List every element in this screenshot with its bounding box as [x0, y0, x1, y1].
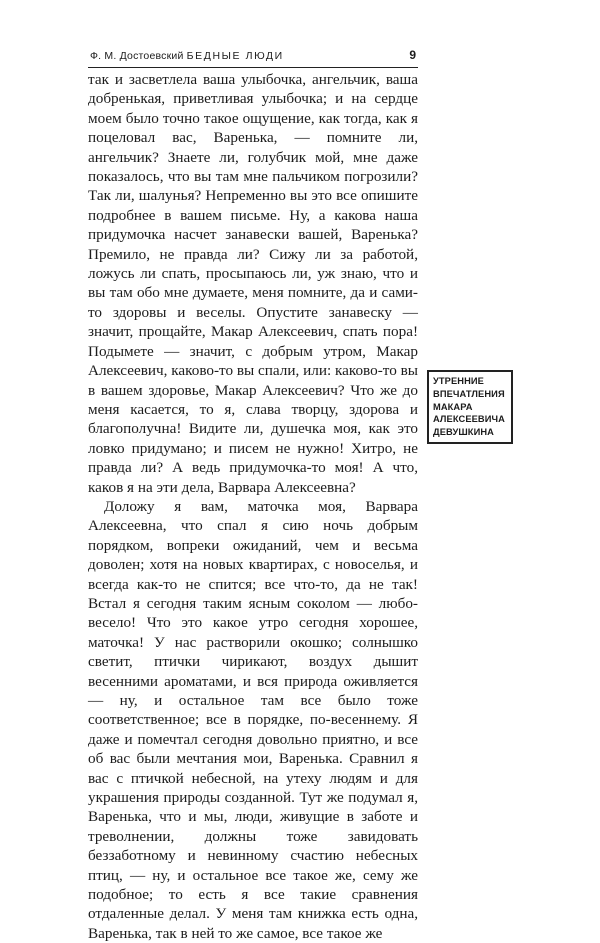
margin-note-line: АЛЕКСЕЕВИЧА — [433, 414, 505, 425]
paragraph: Доложу я вам, маточка моя, Варвара Алексеевна, что спал я сию ночь добрым порядком, вопреки ожиданий, чем и весьма доволен; хотя на новых квартирах, с новоселья, и всегда как-то не спится; все что-то, да не так! Встал я сегодня таким ясным соколом — любо-весело! Что это какое утро сегодня хорошее, маточка! У нас растворили окошко; солнышко светит, птички чирикают, воздух дышит весенними ароматами, и вся природа оживляется — ну, и остальное там все было тоже соответственное; все в порядке, по-весеннему. Я даже и помечтал сегодня довольно приятно, и все об вас были мечтания мои, Варенька. Сравнил я вас с птичкой небесной, на утеху людям и для украшения природы созданной. Тут же подумал я, Варенька, что и мы, люди, живущие в заботе и треволнении, должны тоже завидовать беззаботному и невинному счастию небесных птиц, — ну, и остальное все такое же, сему же подобное; то есть я все такие сравнения отдаленные делал. У меня там книжка есть одна, Варенька, так в ней то же самое, все такое же — [88, 497, 418, 942]
author-name: Ф. М. Достоевский — [90, 50, 184, 62]
running-header — [88, 49, 418, 68]
book-title: БЕДНЫЕ ЛЮДИ — [186, 50, 284, 62]
margin-note-line: ВПЕЧАТЛЕНИЯ — [433, 388, 505, 399]
paragraph: так и засветлела ваша улыбочка, ангельчик, ваша добренькая, приветливая улыбочка; и на сердце моем было точно такое ощущение, как тогда, как я поцеловал вас, Варенька, — помните ли, ангельчик? Знаете ли, голубчик мой, мне даже показалось, что вы там мне пальчиком погрозили? Так ли, шалунья? Непременно вы это все опишите подробнее в вашем письме. Ну, а какова наша придумочка насчет занавески вашей, Варенька? Премило, не правда ли? Сижу ли за работой, ложусь ли спать, просыпаюсь ли, уж знаю, что и вы там обо мне думаете, меня помните, да и сами-то здоровы и веселы. Опустите занавеску — значит, прощайте, Макар Алексеевич, спать пора! Подымете — значит, с добрым утром, Макар Алексеевич, каково-то вы спали, или: каково-то вы в вашем здоровье, Макар Алексеевич? Что же до меня касается, то я, слава творцу, здорова и благополучна! Видите ли, душечка моя, как это ловко придумано; и писем не нужно! Хитро, не правда ли? А ведь придумочка-то моя! А что, каков я на эти дела, Варвара Алексеевна? — [88, 71, 418, 496]
margin-note-line: ДЕВУШКИНА — [433, 427, 494, 438]
margin-note — [427, 370, 513, 444]
page-number: 9 — [409, 48, 416, 62]
body-text — [88, 70, 418, 943]
margin-note-line: УТРЕННИЕ — [433, 376, 484, 386]
running-title — [90, 50, 284, 62]
margin-note-line: МАКАРА — [433, 401, 473, 412]
